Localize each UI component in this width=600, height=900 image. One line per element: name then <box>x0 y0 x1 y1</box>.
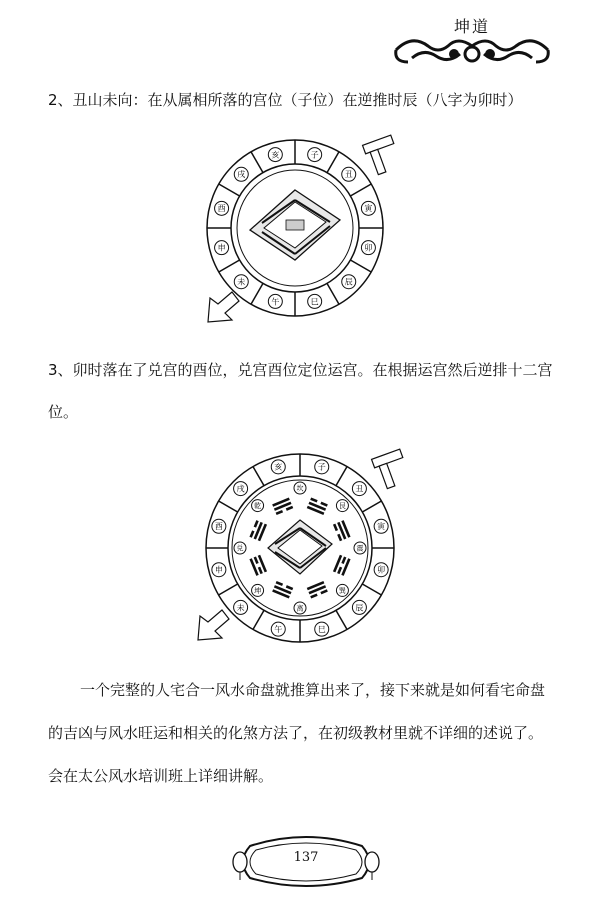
ring-label: 离 <box>296 604 304 613</box>
paragraph-conclusion-line-2: 的吉凶与风水旺运和相关的化煞方法了，在初级教材里就不详细的述说了。 <box>48 724 544 742</box>
paragraph-step-3-line-1: 3、卯时落在了兑宫的酉位，兑宫酉位定位运宫。在根据运宫然后逆排十二宫 <box>48 361 553 379</box>
ring-label: 未 <box>236 603 245 613</box>
arrow-icon <box>208 292 239 322</box>
ring-label: 震 <box>356 544 364 553</box>
ruler-icon <box>372 449 403 489</box>
ring-label: 丑 <box>355 484 364 494</box>
ring-label: 午 <box>274 625 283 635</box>
compass-diagram-1 <box>190 128 420 348</box>
cloud-ornament-icon <box>392 32 552 68</box>
ring-label: 子 <box>310 150 319 160</box>
ring-label: 兑 <box>236 544 244 553</box>
ring-label: 辰 <box>344 277 353 287</box>
footer-ornament <box>230 832 382 892</box>
ring-label: 艮 <box>338 502 346 511</box>
ring-label: 酉 <box>217 204 226 214</box>
ring-label: 辰 <box>355 603 364 613</box>
ring-label: 巳 <box>310 297 319 307</box>
ring-label: 乾 <box>254 502 262 511</box>
ring-label: 申 <box>214 565 223 575</box>
ring-label: 酉 <box>214 522 223 532</box>
ring-label: 坤 <box>254 586 262 595</box>
ring-label: 午 <box>271 297 280 307</box>
ring-label: 巽 <box>338 586 346 595</box>
compass-diagram-2 <box>180 448 430 663</box>
ring-label: 卯 <box>364 243 373 253</box>
header-logo <box>392 10 592 72</box>
ring-label: 丑 <box>344 170 353 180</box>
paragraph-conclusion-line-3: 会在太公风水培训班上详细讲解。 <box>48 767 274 785</box>
ring-label: 申 <box>217 243 226 253</box>
paragraph-conclusion-line-1: 一个完整的人宅合一风水命盘就推算出来了，接下来就是如何看宅命盘 <box>80 681 546 699</box>
ring-label: 巳 <box>317 625 326 635</box>
ring-label: 寅 <box>364 204 373 214</box>
paragraph-step-3-line-2: 位。 <box>48 403 79 421</box>
arrow-icon <box>198 610 229 640</box>
ring-label: 坎 <box>296 484 304 493</box>
ring-label: 亥 <box>271 150 280 160</box>
ring-label: 亥 <box>274 462 283 472</box>
header-brand: 坤道 <box>453 17 490 36</box>
page-number: 137 <box>293 850 319 865</box>
ring-label: 戌 <box>237 170 246 180</box>
ring-label: 卯 <box>377 565 386 575</box>
ring-label: 子 <box>317 462 326 472</box>
ring-label: 未 <box>237 277 246 287</box>
ring-label: 寅 <box>377 522 386 532</box>
ruler-icon <box>363 135 394 175</box>
paragraph-step-2: 2、丑山未向：在从属相所落的宫位（子位）在逆推时辰（八字为卯时） <box>48 91 523 109</box>
ring-label: 戌 <box>236 484 245 494</box>
